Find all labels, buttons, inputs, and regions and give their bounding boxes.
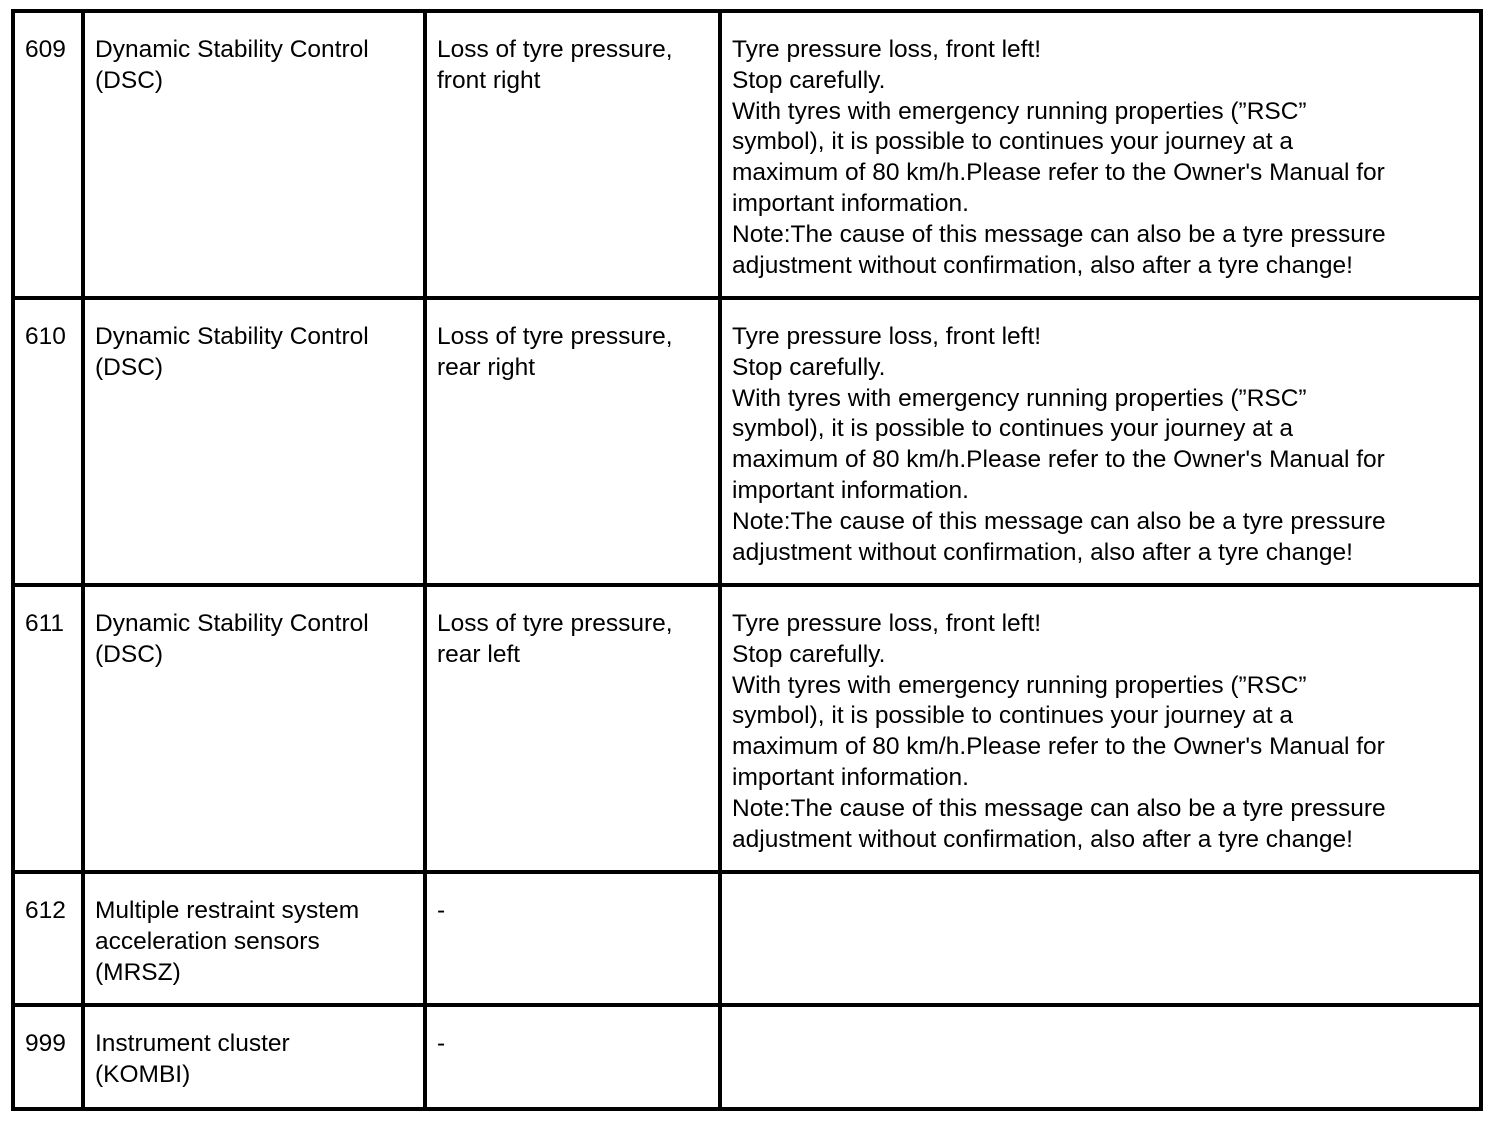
fault-cell: Loss of tyre pressure, front right	[425, 11, 720, 298]
code-cell: 999	[13, 1005, 83, 1109]
table-row	[13, 1005, 1481, 1109]
fault-code-table	[11, 9, 1483, 1111]
code-cell: 610	[13, 298, 83, 585]
message-cell: Tyre pressure loss, front left! Stop carefully. With tyres with emergency running properties (”RSC” symbol), it is possible to continues your journey at a maximum of 80 km/h.Please refer to the Owner's Manual for important information. Note:The cause of this message can also be a tyre pressure adjustment without confirmation, also after a tyre change!	[720, 298, 1481, 585]
fault-cell: Loss of tyre pressure, rear right	[425, 298, 720, 585]
message-cell	[720, 1005, 1481, 1109]
fault-cell: Loss of tyre pressure, rear left	[425, 585, 720, 872]
fault-cell: -	[425, 1005, 720, 1109]
control-unit-cell: Instrument cluster (KOMBI)	[83, 1005, 425, 1109]
control-unit-cell: Dynamic Stability Control (DSC)	[83, 585, 425, 872]
control-unit-cell: Multiple restraint system acceleration sensors (MRSZ)	[83, 872, 425, 1005]
message-cell: Tyre pressure loss, front left! Stop carefully. With tyres with emergency running properties (”RSC” symbol), it is possible to continues your journey at a maximum of 80 km/h.Please refer to the Owner's Manual for important information. Note:The cause of this message can also be a tyre pressure adjustment without confirmation, also after a tyre change!	[720, 585, 1481, 872]
table-row	[13, 11, 1481, 298]
table-row	[13, 585, 1481, 872]
message-cell: Tyre pressure loss, front left! Stop carefully. With tyres with emergency running properties (”RSC” symbol), it is possible to continues your journey at a maximum of 80 km/h.Please refer to the Owner's Manual for important information. Note:The cause of this message can also be a tyre pressure adjustment without confirmation, also after a tyre change!	[720, 11, 1481, 298]
control-unit-cell: Dynamic Stability Control (DSC)	[83, 11, 425, 298]
fault-cell: -	[425, 872, 720, 1005]
code-cell: 611	[13, 585, 83, 872]
table-row	[13, 298, 1481, 585]
message-cell	[720, 872, 1481, 1005]
table-row	[13, 872, 1481, 1005]
code-cell: 609	[13, 11, 83, 298]
control-unit-cell: Dynamic Stability Control (DSC)	[83, 298, 425, 585]
code-cell: 612	[13, 872, 83, 1005]
